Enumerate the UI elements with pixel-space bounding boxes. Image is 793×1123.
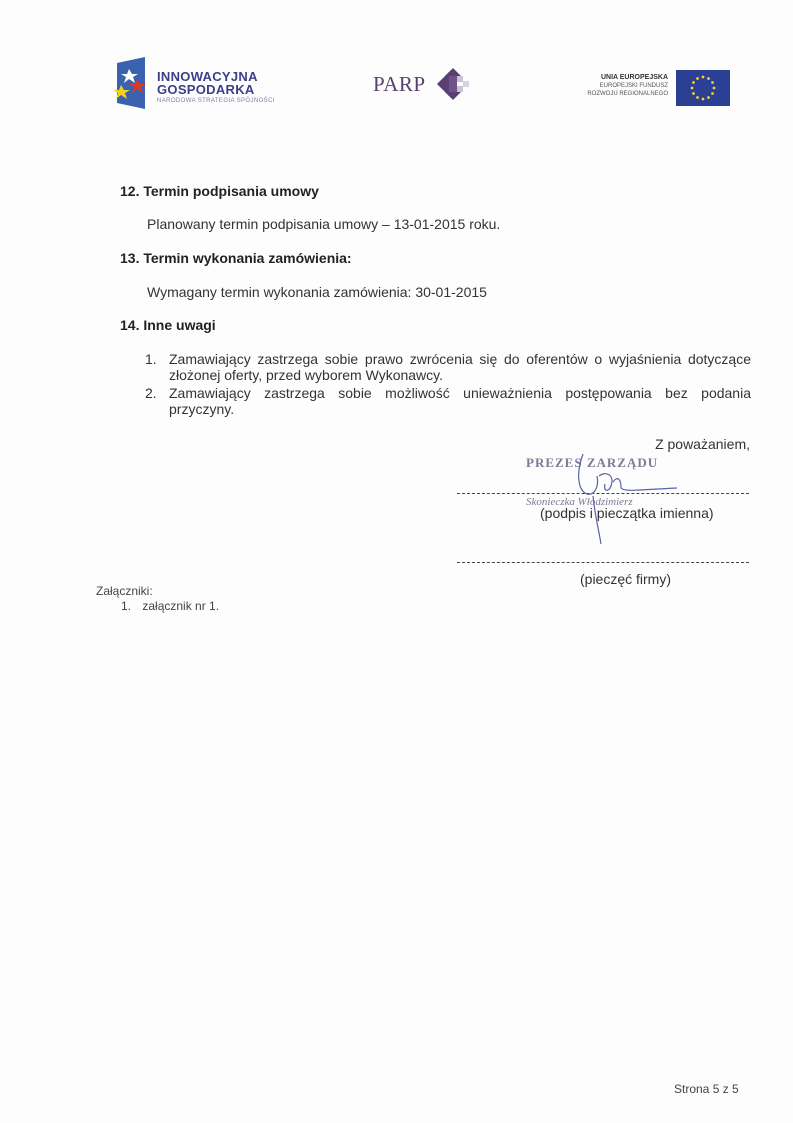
attachment-item <box>121 599 219 613</box>
list-item <box>145 351 751 385</box>
parp-logo-text: PARP <box>373 72 426 96</box>
handwritten-signature <box>565 446 685 546</box>
stamp-line <box>457 562 749 563</box>
list-item-text: Zamawiający zastrzega sobie prawo zwrócenia się do oferentów o wyjaśnienia dotyczące złożonej oferty, przed wyborem Wykonawcy. <box>169 351 751 383</box>
eu-logo <box>575 70 730 108</box>
innowacyjna-gospodarka-mark-icon <box>113 57 147 109</box>
page-number: Strona 5 z 5 <box>674 1082 739 1096</box>
logo-left-line3: NARODOWA STRATEGIA SPÓJNOŚCI <box>157 98 275 104</box>
logo-left-line2: GOSPODARKA <box>157 82 255 97</box>
section-12-text: Planowany termin podpisania umowy – 13-01-2015 roku. <box>147 216 501 232</box>
eu-star-icon <box>702 98 705 101</box>
eu-star-icon <box>707 77 710 80</box>
eu-flag-icon <box>676 70 730 106</box>
stamp-name: Skonieczka Włodzimierz <box>526 496 633 508</box>
closing-text: Z poważaniem, <box>655 436 750 452</box>
attachment-text: załącznik nr 1. <box>142 599 220 613</box>
section-13-heading: 13. Termin wykonania zamówienia: <box>120 250 352 266</box>
list-item-number: 1. <box>145 351 157 367</box>
attachment-number: 1. <box>121 599 132 613</box>
parp-mark-icon <box>437 68 471 100</box>
eu-star-icon <box>691 87 694 90</box>
stamp-title: PREZES ZARZĄDU <box>526 455 659 470</box>
logo-right-line2: EUROPEJSKI FUNDUSZ <box>599 83 668 89</box>
list-item-text: Zamawiający zastrzega sobie możliwość unieważnienia postępowania bez podania przyczyny. <box>169 385 751 417</box>
eu-star-icon <box>692 81 695 84</box>
section-12-heading: 12. Termin podpisania umowy <box>120 183 319 199</box>
eu-star-icon <box>713 87 716 90</box>
logo-left-line1: INNOWACYJNA <box>157 69 258 84</box>
list-item-number: 2. <box>145 385 157 401</box>
logo-right-line3: ROZWOJU REGIONALNEGO <box>587 91 668 97</box>
attachments-label: Załączniki: <box>96 584 153 598</box>
logo-right-line1: UNIA EUROPEJSKA <box>600 74 668 81</box>
stamp-caption: (pieczęć firmy) <box>580 571 672 587</box>
section-13-text: Wymagany termin wykonania zamówienia: 30-01-2015 <box>147 284 487 300</box>
eu-star-icon <box>711 92 714 95</box>
eu-star-icon <box>707 96 710 99</box>
eu-star-icon <box>696 96 699 99</box>
signature-caption: (podpis i pieczątka imienna) <box>540 505 714 521</box>
eu-star-icon <box>702 76 705 79</box>
innowacyjna-gospodarka-logo <box>113 57 293 111</box>
eu-star-icon <box>696 77 699 80</box>
section-14-heading: 14. Inne uwagi <box>120 317 216 333</box>
eu-star-icon <box>692 92 695 95</box>
eu-star-icon <box>711 81 714 84</box>
list-item <box>145 385 751 419</box>
